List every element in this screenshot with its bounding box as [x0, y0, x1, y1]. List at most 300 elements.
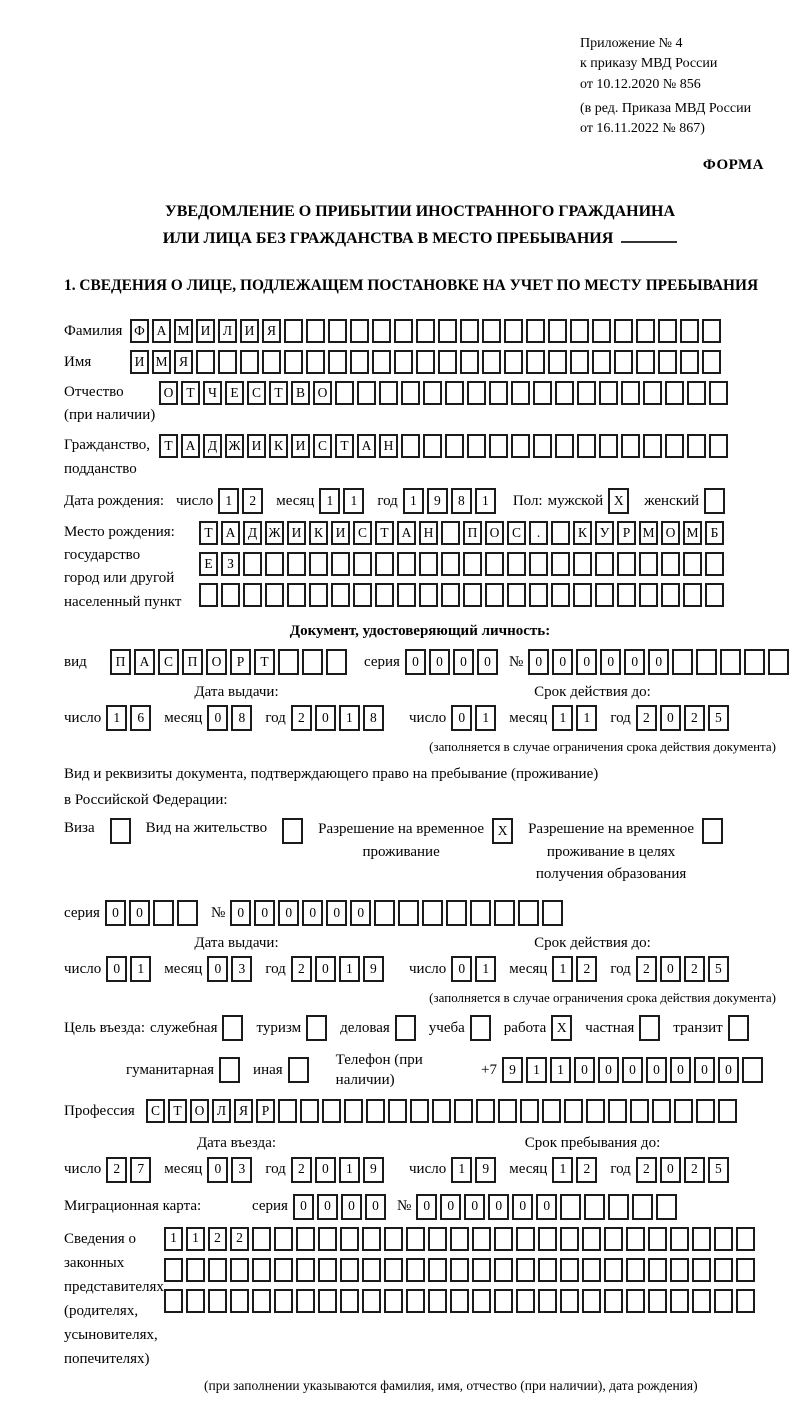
- char-cell[interactable]: [164, 1289, 183, 1313]
- char-cell[interactable]: [398, 900, 419, 926]
- char-cell[interactable]: [274, 1289, 293, 1313]
- char-cell[interactable]: 1: [451, 1157, 472, 1183]
- doc-number-cells[interactable]: [528, 649, 792, 675]
- char-cell[interactable]: [494, 1227, 513, 1251]
- char-cell[interactable]: Ж: [225, 434, 244, 458]
- char-cell[interactable]: С: [313, 434, 332, 458]
- char-cell[interactable]: 0: [536, 1194, 557, 1220]
- char-cell[interactable]: [482, 319, 501, 343]
- char-cell[interactable]: 0: [230, 900, 251, 926]
- char-cell[interactable]: [648, 1289, 667, 1313]
- char-cell[interactable]: [219, 1057, 240, 1083]
- char-cell[interactable]: 0: [106, 956, 127, 982]
- char-cell[interactable]: 0: [576, 649, 597, 675]
- char-cell[interactable]: 9: [475, 1157, 496, 1183]
- char-cell[interactable]: [573, 583, 592, 607]
- char-cell[interactable]: Р: [617, 521, 636, 545]
- char-cell[interactable]: О: [206, 649, 227, 675]
- char-cell[interactable]: [326, 649, 347, 675]
- char-cell[interactable]: [714, 1227, 733, 1251]
- doc-expiry-month-cells[interactable]: [552, 705, 600, 731]
- char-cell[interactable]: М: [152, 350, 171, 374]
- char-cell[interactable]: [401, 381, 420, 405]
- char-cell[interactable]: [504, 350, 523, 374]
- char-cell[interactable]: [555, 381, 574, 405]
- char-cell[interactable]: [401, 434, 420, 458]
- char-cell[interactable]: [460, 319, 479, 343]
- char-cell[interactable]: [302, 649, 323, 675]
- char-cell[interactable]: [632, 1194, 653, 1220]
- char-cell[interactable]: [375, 583, 394, 607]
- char-cell[interactable]: [570, 350, 589, 374]
- char-cell[interactable]: 0: [451, 705, 472, 731]
- char-cell[interactable]: [714, 1289, 733, 1313]
- char-cell[interactable]: [446, 900, 467, 926]
- char-cell[interactable]: [296, 1289, 315, 1313]
- char-cell[interactable]: X: [492, 818, 513, 844]
- char-cell[interactable]: 0: [598, 1057, 619, 1083]
- char-cell[interactable]: [604, 1227, 623, 1251]
- char-cell[interactable]: 1: [526, 1057, 547, 1083]
- char-cell[interactable]: 2: [291, 1157, 312, 1183]
- char-cell[interactable]: 1: [106, 705, 127, 731]
- char-cell[interactable]: [186, 1289, 205, 1313]
- char-cell[interactable]: А: [152, 319, 171, 343]
- char-cell[interactable]: [467, 434, 486, 458]
- char-cell[interactable]: [441, 552, 460, 576]
- residence-permit-checkbox[interactable]: [282, 818, 306, 844]
- char-cell[interactable]: [296, 1258, 315, 1282]
- char-cell[interactable]: [384, 1227, 403, 1251]
- char-cell[interactable]: 8: [231, 705, 252, 731]
- char-cell[interactable]: [680, 319, 699, 343]
- char-cell[interactable]: [318, 1289, 337, 1313]
- char-cell[interactable]: 0: [670, 1057, 691, 1083]
- res-expiry-month-cells[interactable]: [552, 956, 600, 982]
- char-cell[interactable]: [318, 1258, 337, 1282]
- char-cell[interactable]: [472, 1258, 491, 1282]
- char-cell[interactable]: [533, 381, 552, 405]
- char-cell[interactable]: [372, 319, 391, 343]
- char-cell[interactable]: [331, 583, 350, 607]
- char-cell[interactable]: [560, 1258, 579, 1282]
- char-cell[interactable]: К: [573, 521, 592, 545]
- char-cell[interactable]: [265, 552, 284, 576]
- char-cell[interactable]: [533, 434, 552, 458]
- char-cell[interactable]: [518, 900, 539, 926]
- char-cell[interactable]: [208, 1258, 227, 1282]
- char-cell[interactable]: 0: [574, 1057, 595, 1083]
- birth-month-cells[interactable]: [319, 488, 367, 514]
- entry-year-cells[interactable]: [291, 1157, 387, 1183]
- char-cell[interactable]: [670, 1258, 689, 1282]
- citizenship-cells[interactable]: [159, 434, 731, 458]
- char-cell[interactable]: Т: [199, 521, 218, 545]
- char-cell[interactable]: [692, 1227, 711, 1251]
- char-cell[interactable]: [274, 1227, 293, 1251]
- char-cell[interactable]: С: [507, 521, 526, 545]
- char-cell[interactable]: [702, 319, 721, 343]
- char-cell[interactable]: Р: [230, 649, 251, 675]
- char-cell[interactable]: [516, 1227, 535, 1251]
- char-cell[interactable]: [309, 583, 328, 607]
- res-issue-day-cells[interactable]: [106, 956, 154, 982]
- char-cell[interactable]: [416, 350, 435, 374]
- char-cell[interactable]: Ч: [203, 381, 222, 405]
- char-cell[interactable]: О: [159, 381, 178, 405]
- char-cell[interactable]: .: [529, 521, 548, 545]
- char-cell[interactable]: [406, 1258, 425, 1282]
- char-cell[interactable]: 2: [684, 1157, 705, 1183]
- char-cell[interactable]: 0: [207, 705, 228, 731]
- char-cell[interactable]: Т: [159, 434, 178, 458]
- char-cell[interactable]: С: [353, 521, 372, 545]
- char-cell[interactable]: 1: [130, 956, 151, 982]
- char-cell[interactable]: [560, 1194, 581, 1220]
- migration-number-cells[interactable]: [416, 1194, 680, 1220]
- char-cell[interactable]: [482, 350, 501, 374]
- char-cell[interactable]: Т: [181, 381, 200, 405]
- char-cell[interactable]: 0: [293, 1194, 314, 1220]
- birthplace-row3-cells[interactable]: [199, 583, 727, 607]
- char-cell[interactable]: 1: [550, 1057, 571, 1083]
- char-cell[interactable]: [728, 1015, 749, 1041]
- char-cell[interactable]: 1: [552, 1157, 573, 1183]
- char-cell[interactable]: X: [551, 1015, 572, 1041]
- char-cell[interactable]: 0: [660, 956, 681, 982]
- char-cell[interactable]: [463, 552, 482, 576]
- char-cell[interactable]: 0: [429, 649, 450, 675]
- char-cell[interactable]: Я: [174, 350, 193, 374]
- char-cell[interactable]: [379, 381, 398, 405]
- char-cell[interactable]: [696, 649, 717, 675]
- purpose-humanitarian-checkbox[interactable]: [219, 1057, 243, 1083]
- birthplace-row2-cells[interactable]: [199, 552, 727, 576]
- char-cell[interactable]: 0: [453, 649, 474, 675]
- char-cell[interactable]: [252, 1258, 271, 1282]
- char-cell[interactable]: [548, 350, 567, 374]
- char-cell[interactable]: 2: [636, 705, 657, 731]
- char-cell[interactable]: [428, 1289, 447, 1313]
- char-cell[interactable]: 0: [365, 1194, 386, 1220]
- char-cell[interactable]: [672, 649, 693, 675]
- char-cell[interactable]: [306, 319, 325, 343]
- char-cell[interactable]: [287, 583, 306, 607]
- char-cell[interactable]: Л: [212, 1099, 231, 1123]
- char-cell[interactable]: [630, 1099, 649, 1123]
- char-cell[interactable]: Л: [218, 319, 237, 343]
- char-cell[interactable]: [538, 1289, 557, 1313]
- char-cell[interactable]: [529, 552, 548, 576]
- char-cell[interactable]: Т: [375, 521, 394, 545]
- res-expiry-year-cells[interactable]: [636, 956, 732, 982]
- char-cell[interactable]: 1: [475, 956, 496, 982]
- char-cell[interactable]: [296, 1227, 315, 1251]
- stay-day-cells[interactable]: [451, 1157, 499, 1183]
- char-cell[interactable]: М: [639, 521, 658, 545]
- char-cell[interactable]: 0: [694, 1057, 715, 1083]
- char-cell[interactable]: 1: [552, 705, 573, 731]
- doc-kind-cells[interactable]: [110, 649, 350, 675]
- char-cell[interactable]: Н: [419, 521, 438, 545]
- char-cell[interactable]: И: [331, 521, 350, 545]
- char-cell[interactable]: [406, 1289, 425, 1313]
- birthplace-row1-cells[interactable]: [199, 521, 727, 545]
- char-cell[interactable]: [284, 319, 303, 343]
- char-cell[interactable]: [621, 434, 640, 458]
- char-cell[interactable]: 2: [636, 956, 657, 982]
- char-cell[interactable]: [617, 552, 636, 576]
- char-cell[interactable]: [438, 350, 457, 374]
- char-cell[interactable]: А: [181, 434, 200, 458]
- char-cell[interactable]: О: [661, 521, 680, 545]
- char-cell[interactable]: Т: [254, 649, 275, 675]
- stay-year-cells[interactable]: [636, 1157, 732, 1183]
- char-cell[interactable]: Я: [262, 319, 281, 343]
- char-cell[interactable]: [551, 583, 570, 607]
- char-cell[interactable]: 7: [130, 1157, 151, 1183]
- sex-male-checkbox[interactable]: [608, 488, 632, 514]
- char-cell[interactable]: [584, 1194, 605, 1220]
- surname-cells[interactable]: [130, 319, 724, 343]
- char-cell[interactable]: Е: [199, 552, 218, 576]
- char-cell[interactable]: [595, 583, 614, 607]
- char-cell[interactable]: [454, 1099, 473, 1123]
- char-cell[interactable]: [636, 319, 655, 343]
- char-cell[interactable]: Т: [168, 1099, 187, 1123]
- char-cell[interactable]: 0: [350, 900, 371, 926]
- char-cell[interactable]: 9: [363, 956, 384, 982]
- char-cell[interactable]: [328, 319, 347, 343]
- char-cell[interactable]: [470, 1015, 491, 1041]
- char-cell[interactable]: [362, 1258, 381, 1282]
- char-cell[interactable]: [604, 1289, 623, 1313]
- char-cell[interactable]: [516, 1258, 535, 1282]
- char-cell[interactable]: [542, 900, 563, 926]
- char-cell[interactable]: [353, 552, 372, 576]
- char-cell[interactable]: [450, 1227, 469, 1251]
- char-cell[interactable]: [384, 1289, 403, 1313]
- char-cell[interactable]: 1: [319, 488, 340, 514]
- char-cell[interactable]: [394, 350, 413, 374]
- char-cell[interactable]: [388, 1099, 407, 1123]
- char-cell[interactable]: С: [158, 649, 179, 675]
- doc-issue-day-cells[interactable]: [106, 705, 154, 731]
- char-cell[interactable]: 1: [343, 488, 364, 514]
- char-cell[interactable]: [222, 1015, 243, 1041]
- char-cell[interactable]: [274, 1258, 293, 1282]
- char-cell[interactable]: [626, 1289, 645, 1313]
- char-cell[interactable]: [110, 818, 131, 844]
- char-cell[interactable]: П: [463, 521, 482, 545]
- char-cell[interactable]: А: [397, 521, 416, 545]
- char-cell[interactable]: X: [608, 488, 629, 514]
- char-cell[interactable]: [419, 583, 438, 607]
- char-cell[interactable]: [511, 381, 530, 405]
- char-cell[interactable]: 5: [708, 956, 729, 982]
- char-cell[interactable]: [639, 583, 658, 607]
- char-cell[interactable]: [582, 1258, 601, 1282]
- char-cell[interactable]: [658, 319, 677, 343]
- char-cell[interactable]: [529, 583, 548, 607]
- char-cell[interactable]: [485, 583, 504, 607]
- char-cell[interactable]: 3: [231, 1157, 252, 1183]
- char-cell[interactable]: 0: [207, 1157, 228, 1183]
- char-cell[interactable]: [428, 1258, 447, 1282]
- char-cell[interactable]: [199, 583, 218, 607]
- char-cell[interactable]: [520, 1099, 539, 1123]
- char-cell[interactable]: [577, 381, 596, 405]
- char-cell[interactable]: [428, 1227, 447, 1251]
- char-cell[interactable]: 1: [339, 1157, 360, 1183]
- char-cell[interactable]: 2: [291, 705, 312, 731]
- char-cell[interactable]: 0: [207, 956, 228, 982]
- char-cell[interactable]: [511, 434, 530, 458]
- char-cell[interactable]: [705, 552, 724, 576]
- char-cell[interactable]: [472, 1227, 491, 1251]
- char-cell[interactable]: [704, 488, 725, 514]
- res-expiry-day-cells[interactable]: [451, 956, 499, 982]
- legal-reps-row3-cells[interactable]: [164, 1289, 758, 1313]
- char-cell[interactable]: [582, 1289, 601, 1313]
- char-cell[interactable]: А: [134, 649, 155, 675]
- char-cell[interactable]: 0: [315, 956, 336, 982]
- char-cell[interactable]: [652, 1099, 671, 1123]
- char-cell[interactable]: [555, 434, 574, 458]
- char-cell[interactable]: [306, 350, 325, 374]
- char-cell[interactable]: [340, 1289, 359, 1313]
- char-cell[interactable]: Б: [705, 521, 724, 545]
- res-issue-year-cells[interactable]: [291, 956, 387, 982]
- char-cell[interactable]: Я: [234, 1099, 253, 1123]
- char-cell[interactable]: 0: [624, 649, 645, 675]
- char-cell[interactable]: [467, 381, 486, 405]
- char-cell[interactable]: [643, 434, 662, 458]
- purpose-business-checkbox[interactable]: [395, 1015, 419, 1041]
- char-cell[interactable]: [406, 1227, 425, 1251]
- char-cell[interactable]: 3: [231, 956, 252, 982]
- purpose-study-checkbox[interactable]: [470, 1015, 494, 1041]
- migration-series-cells[interactable]: [293, 1194, 389, 1220]
- char-cell[interactable]: [240, 350, 259, 374]
- char-cell[interactable]: 0: [488, 1194, 509, 1220]
- char-cell[interactable]: [423, 381, 442, 405]
- char-cell[interactable]: [714, 1258, 733, 1282]
- char-cell[interactable]: [736, 1227, 755, 1251]
- char-cell[interactable]: 0: [129, 900, 150, 926]
- char-cell[interactable]: [470, 900, 491, 926]
- char-cell[interactable]: [670, 1227, 689, 1251]
- char-cell[interactable]: [362, 1227, 381, 1251]
- char-cell[interactable]: У: [595, 521, 614, 545]
- char-cell[interactable]: 1: [552, 956, 573, 982]
- char-cell[interactable]: 0: [315, 705, 336, 731]
- char-cell[interactable]: [395, 1015, 416, 1041]
- char-cell[interactable]: 5: [708, 1157, 729, 1183]
- char-cell[interactable]: [196, 350, 215, 374]
- char-cell[interactable]: [548, 319, 567, 343]
- char-cell[interactable]: [335, 381, 354, 405]
- char-cell[interactable]: [350, 350, 369, 374]
- char-cell[interactable]: [538, 1227, 557, 1251]
- char-cell[interactable]: [494, 1289, 513, 1313]
- char-cell[interactable]: [648, 1227, 667, 1251]
- char-cell[interactable]: [300, 1099, 319, 1123]
- char-cell[interactable]: И: [291, 434, 310, 458]
- char-cell[interactable]: 9: [363, 1157, 384, 1183]
- char-cell[interactable]: [551, 521, 570, 545]
- char-cell[interactable]: [661, 583, 680, 607]
- char-cell[interactable]: [177, 900, 198, 926]
- char-cell[interactable]: [718, 1099, 737, 1123]
- char-cell[interactable]: [665, 381, 684, 405]
- purpose-transit-checkbox[interactable]: [728, 1015, 752, 1041]
- char-cell[interactable]: 0: [528, 649, 549, 675]
- char-cell[interactable]: [252, 1289, 271, 1313]
- char-cell[interactable]: 2: [636, 1157, 657, 1183]
- char-cell[interactable]: [344, 1099, 363, 1123]
- char-cell[interactable]: [720, 649, 741, 675]
- char-cell[interactable]: 1: [576, 705, 597, 731]
- char-cell[interactable]: 2: [576, 1157, 597, 1183]
- char-cell[interactable]: З: [221, 552, 240, 576]
- char-cell[interactable]: [683, 583, 702, 607]
- char-cell[interactable]: 0: [622, 1057, 643, 1083]
- char-cell[interactable]: [340, 1258, 359, 1282]
- char-cell[interactable]: [564, 1099, 583, 1123]
- char-cell[interactable]: [357, 381, 376, 405]
- char-cell[interactable]: [375, 552, 394, 576]
- doc-issue-month-cells[interactable]: [207, 705, 255, 731]
- char-cell[interactable]: [592, 319, 611, 343]
- char-cell[interactable]: [742, 1057, 763, 1083]
- char-cell[interactable]: [243, 552, 262, 576]
- char-cell[interactable]: [702, 818, 723, 844]
- char-cell[interactable]: [599, 381, 618, 405]
- char-cell[interactable]: 0: [105, 900, 126, 926]
- char-cell[interactable]: П: [182, 649, 203, 675]
- char-cell[interactable]: [692, 1258, 711, 1282]
- res-series-cells[interactable]: [105, 900, 201, 926]
- char-cell[interactable]: [570, 319, 589, 343]
- char-cell[interactable]: [658, 350, 677, 374]
- char-cell[interactable]: 0: [317, 1194, 338, 1220]
- char-cell[interactable]: 0: [660, 1157, 681, 1183]
- char-cell[interactable]: Е: [225, 381, 244, 405]
- char-cell[interactable]: Т: [335, 434, 354, 458]
- char-cell[interactable]: [450, 1258, 469, 1282]
- char-cell[interactable]: И: [247, 434, 266, 458]
- char-cell[interactable]: [504, 319, 523, 343]
- char-cell[interactable]: 2: [208, 1227, 227, 1251]
- char-cell[interactable]: [705, 583, 724, 607]
- char-cell[interactable]: [419, 552, 438, 576]
- char-cell[interactable]: [441, 521, 460, 545]
- char-cell[interactable]: Н: [379, 434, 398, 458]
- legal-reps-row1-cells[interactable]: [164, 1227, 758, 1251]
- char-cell[interactable]: 1: [339, 705, 360, 731]
- doc-issue-year-cells[interactable]: [291, 705, 387, 731]
- char-cell[interactable]: 0: [278, 900, 299, 926]
- char-cell[interactable]: М: [683, 521, 702, 545]
- char-cell[interactable]: [282, 818, 303, 844]
- char-cell[interactable]: [410, 1099, 429, 1123]
- char-cell[interactable]: [445, 381, 464, 405]
- char-cell[interactable]: 1: [218, 488, 239, 514]
- char-cell[interactable]: 2: [242, 488, 263, 514]
- char-cell[interactable]: 2: [684, 956, 705, 982]
- char-cell[interactable]: В: [291, 381, 310, 405]
